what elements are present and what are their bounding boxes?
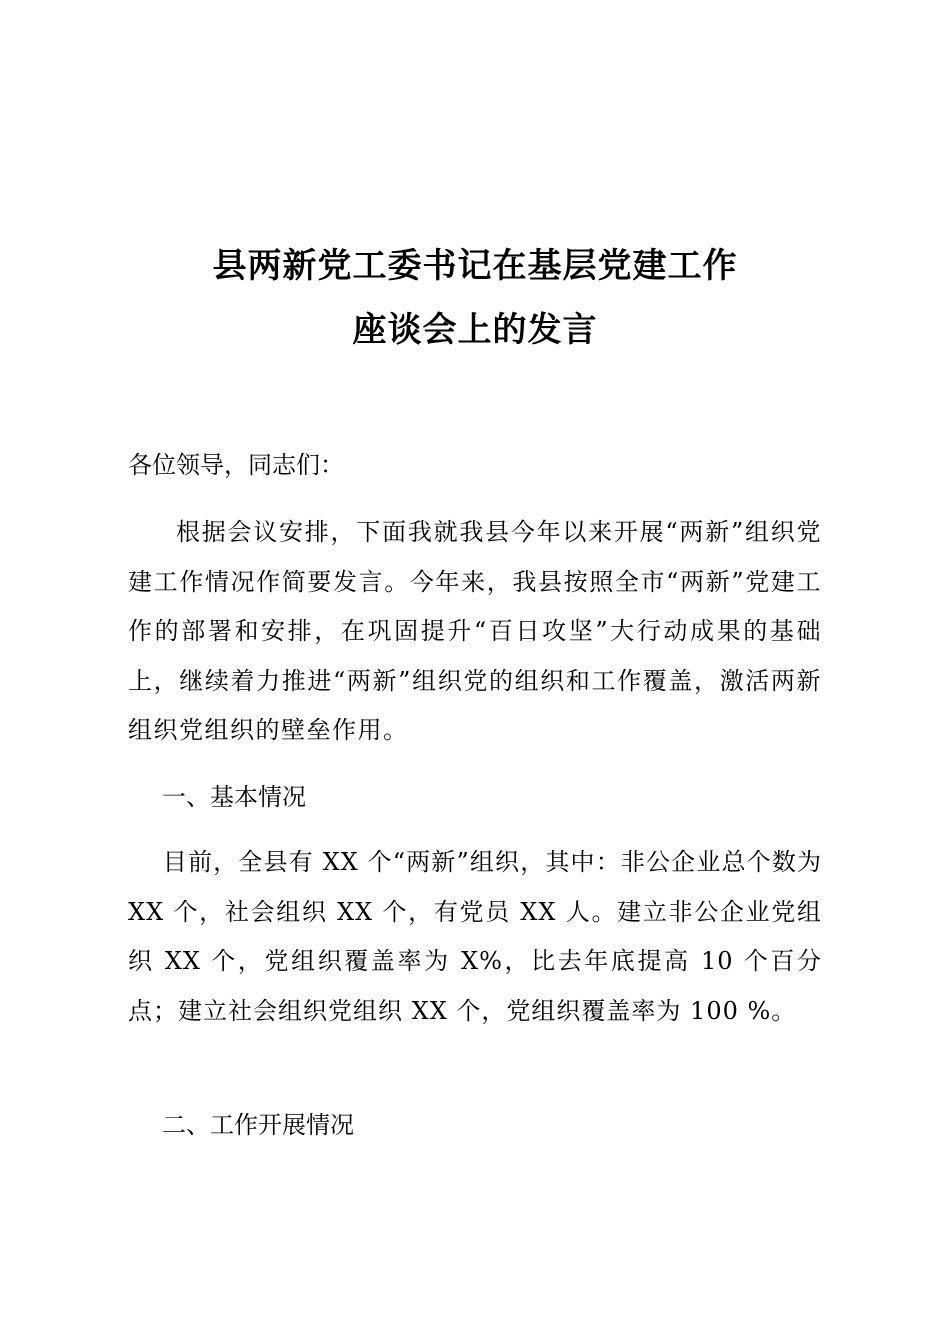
document-title-line-1: 县两新党工委书记在基层党建工作 (212, 246, 738, 286)
basic-situation-paragraph: 目前，全县有 XX 个“两新”组织，其中：非公企业总个数为 XX 个，社会组织 XX 个，有党员 XX 人。建立非公企业党组织 XX 个，党组织覆盖率为 X%，比去年底提高 10 个百分点；建立社会组织党组织 XX 个，党组织覆盖率为 100 %。 (128, 848, 822, 1025)
intro-paragraph: 根据会议安排，下面我就我县今年以来开展“两新”组织党建工作情况作简要发言。今年来，我县按照全市“两新”党建工作的部署和安排，在巩固提升“百日攻坚”大行动成果的基础上，继续着力推进“两新”组织党的组织和工作覆盖，激活两新组织党组织的壁垒作用。 (128, 518, 822, 744)
salutation: 各位领导，同志们： (128, 451, 344, 479)
document-title-line-2: 座谈会上的发言 (352, 310, 598, 350)
section-heading-work-progress: 二、工作开展情况 (162, 1111, 354, 1139)
section-heading-basic-situation: 一、基本情况 (162, 783, 306, 811)
